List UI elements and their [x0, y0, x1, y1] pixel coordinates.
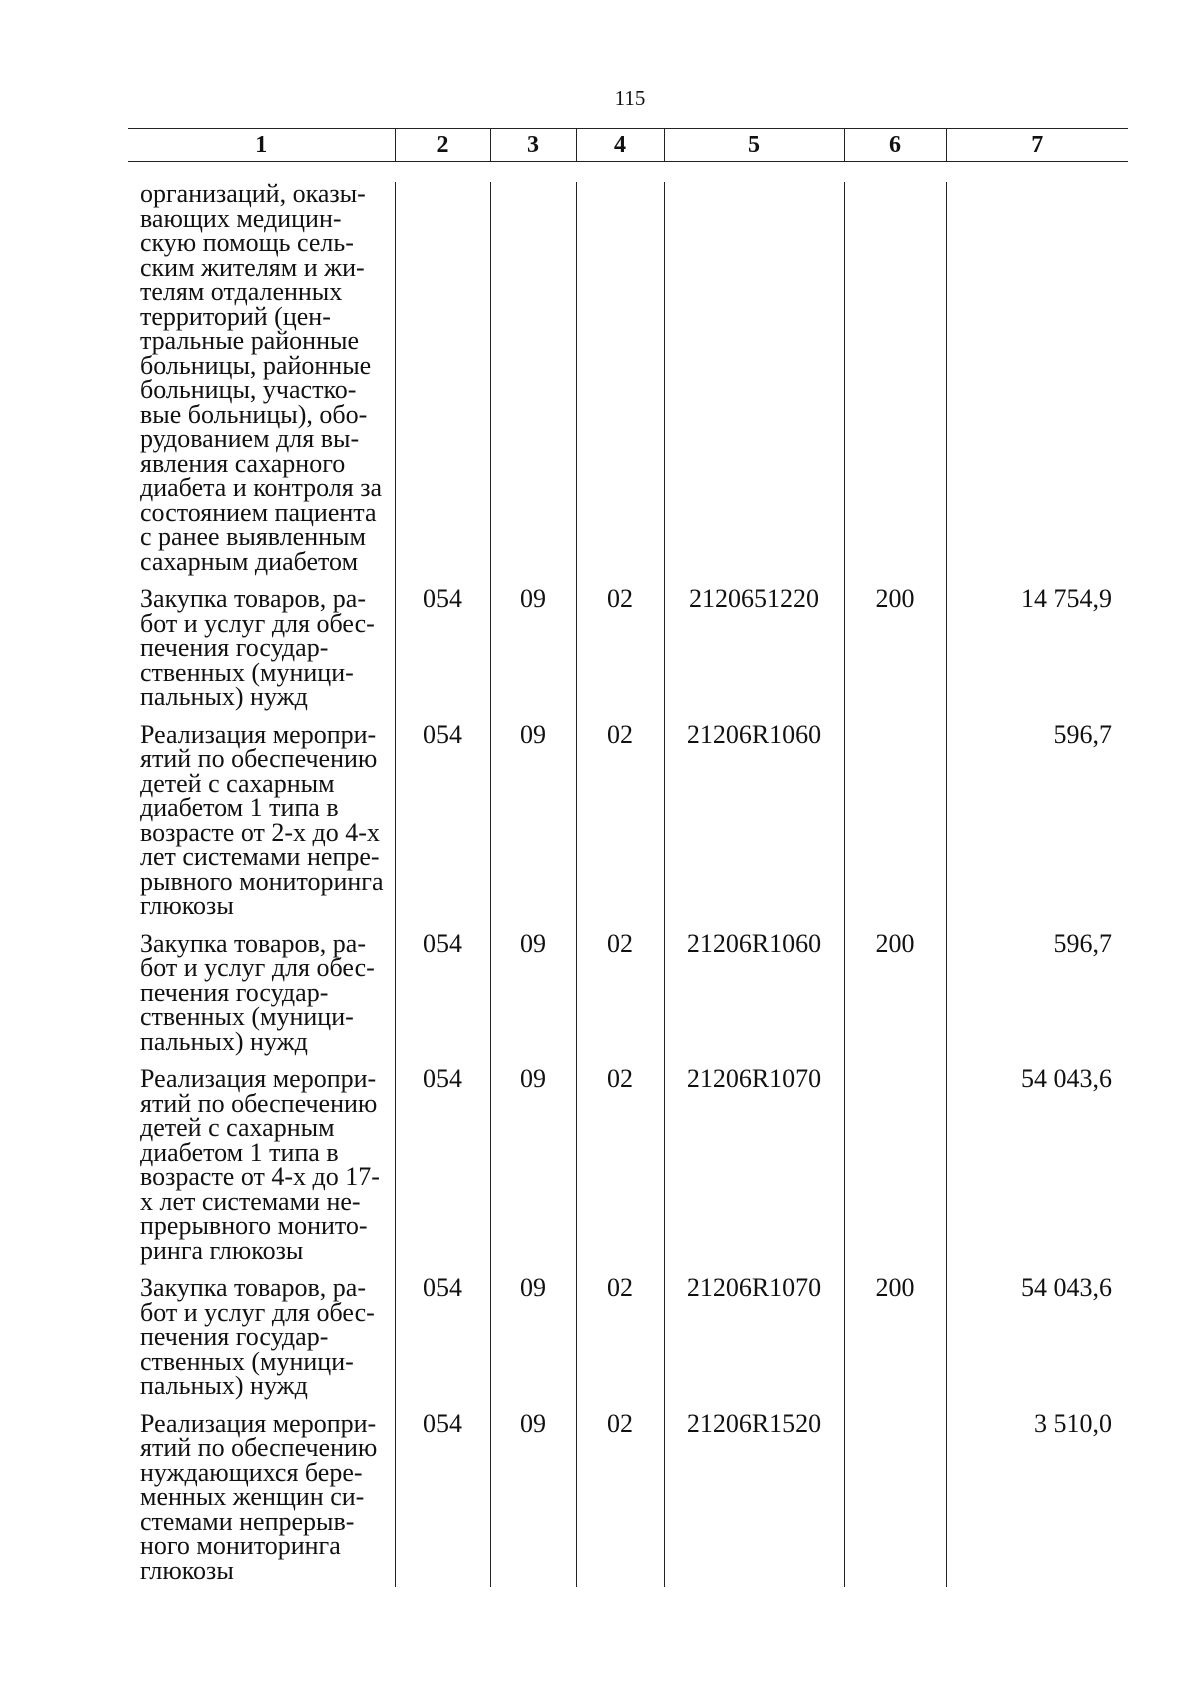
header-col-2: 2 [395, 129, 490, 162]
section-code-cell: 09 [490, 1412, 576, 1588]
amount-cell: 3 510,0 [946, 1412, 1128, 1588]
ministry-code-cell: 054 [395, 932, 490, 1068]
ministry-code-cell: 054 [395, 1412, 490, 1588]
budget-table [128, 128, 1128, 1587]
expense-type-cell: 200 [844, 587, 946, 723]
target-article-cell: 21206R1060 [664, 723, 844, 932]
table-row [128, 182, 1128, 587]
ministry-code-cell: 054 [395, 587, 490, 723]
section-code-cell: 09 [490, 1276, 576, 1412]
expense-name-cell: Закупка товаров, ра- бот и услуг для обес- печения государ- ственных (муници- пальных) нужд [140, 928, 375, 1056]
expense-name-cell: Реализация меропри- ятий по обеспечению нуждающихся бере- менных женщин си- стемами непрерыв- ного мониторинга глюкозы [140, 1408, 378, 1585]
ministry-code-cell: 054 [395, 1276, 490, 1412]
section-code-cell: 09 [490, 723, 576, 932]
subsection-code-cell [576, 182, 664, 587]
amount-cell: 14 754,9 [946, 587, 1128, 723]
section-code-cell [490, 182, 576, 587]
section-code-cell: 09 [490, 1067, 576, 1276]
expense-name-cell: Реализация меропри- ятий по обеспечению детей с сахарным диабетом 1 типа в возрасте от 2-х до 4-х лет системами непре- рывного мониторинга глюкозы [140, 719, 384, 920]
table-row [128, 587, 1128, 723]
table-row [128, 723, 1128, 932]
page-number: 115 [614, 86, 646, 110]
amount-cell [946, 182, 1128, 587]
expense-type-cell [844, 1412, 946, 1588]
subsection-code-cell: 02 [576, 1276, 664, 1412]
expense-name-cell: Реализация меропри- ятий по обеспечению детей с сахарным диабетом 1 типа в возрасте от 4-х до 17- х лет системами не- прерывного монито- ринга глюкозы [140, 1064, 380, 1265]
expense-name-cell: организаций, оказы- вающих медицин- скую помощь сель- ским жителям и жи- телям отдаленных территорий (цен- тральные районные больницы, районные больницы, участко- вые больницы), обо- рудованием для вы- явления сахарного диабета и контроля за состоянием пациента с ранее выявленным сахарным диабетом [140, 179, 383, 576]
target-article-cell: 2120651220 [664, 587, 844, 723]
header-col-3: 3 [490, 129, 576, 162]
ministry-code-cell: 054 [395, 1067, 490, 1276]
subsection-code-cell: 02 [576, 587, 664, 723]
target-article-cell: 21206R1070 [664, 1276, 844, 1412]
expense-type-cell [844, 182, 946, 587]
section-code-cell: 09 [490, 587, 576, 723]
amount-cell: 54 043,6 [946, 1276, 1128, 1412]
table-row [128, 932, 1128, 1068]
table-row [128, 1412, 1128, 1588]
expense-type-cell: 200 [844, 932, 946, 1068]
expense-type-cell [844, 723, 946, 932]
section-code-cell: 09 [490, 932, 576, 1068]
target-article-cell: 21206R1060 [664, 932, 844, 1068]
target-article-cell: 21206R1520 [664, 1412, 844, 1588]
subsection-code-cell: 02 [576, 723, 664, 932]
subsection-code-cell: 02 [576, 1412, 664, 1588]
ministry-code-cell: 054 [395, 723, 490, 932]
subsection-code-cell: 02 [576, 1067, 664, 1276]
expense-name-cell: Закупка товаров, ра- бот и услуг для обес- печения государ- ственных (муници- пальных) нужд [140, 584, 375, 711]
table-header [128, 129, 1128, 183]
subsection-code-cell: 02 [576, 932, 664, 1068]
amount-cell: 596,7 [946, 723, 1128, 932]
table-row [128, 1276, 1128, 1412]
ministry-code-cell [395, 182, 490, 587]
expense-name-cell: Закупка товаров, ра- бот и услуг для обес- печения государ- ственных (муници- пальных) нужд [140, 1273, 375, 1400]
amount-cell: 596,7 [946, 932, 1128, 1068]
target-article-cell [664, 182, 844, 587]
table-row [128, 1067, 1128, 1276]
header-col-5: 5 [664, 129, 844, 162]
header-col-7: 7 [946, 129, 1128, 162]
amount-cell: 54 043,6 [946, 1067, 1128, 1276]
target-article-cell: 21206R1070 [664, 1067, 844, 1276]
expense-type-cell: 200 [844, 1276, 946, 1412]
header-col-1: 1 [128, 129, 395, 162]
header-col-4: 4 [576, 129, 664, 162]
table-body [128, 179, 1128, 1587]
header-col-6: 6 [844, 129, 946, 162]
expense-type-cell [844, 1067, 946, 1276]
